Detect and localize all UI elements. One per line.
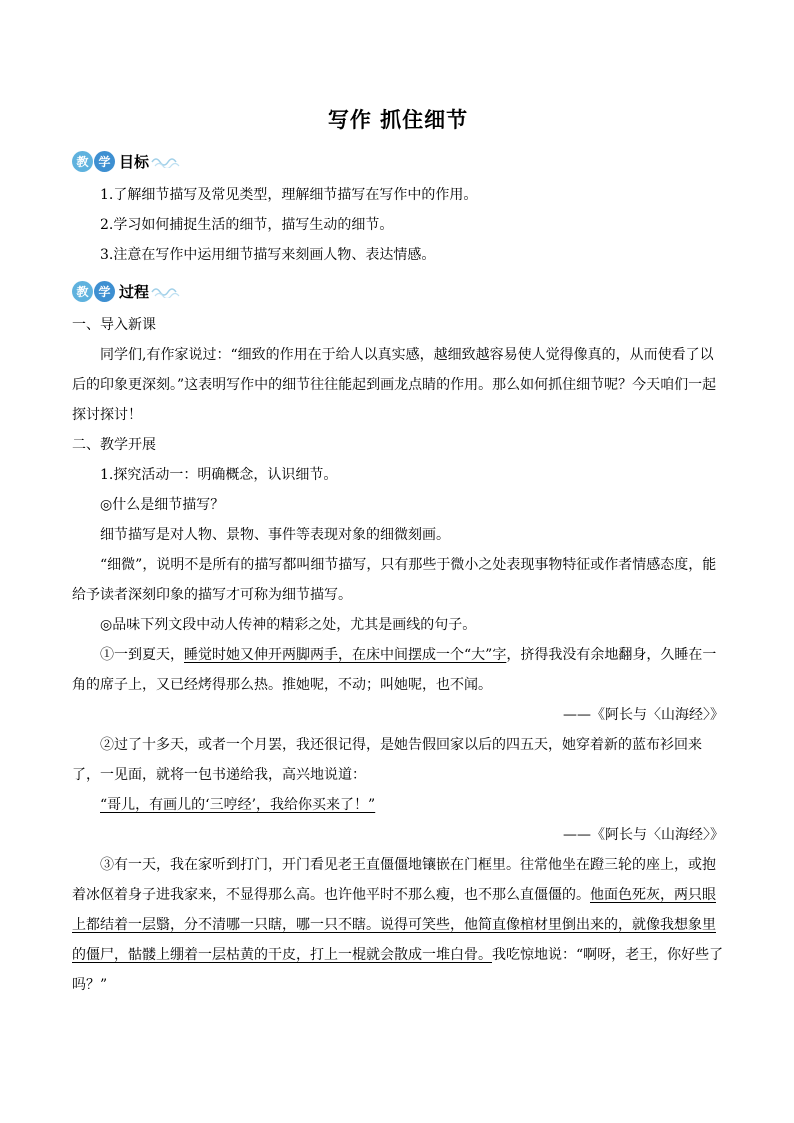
excerpt-2-source: ——《阿长与〈山海经〉》 — [563, 827, 724, 843]
excerpt-2-quote — [72, 790, 724, 820]
section-badge — [72, 151, 116, 172]
section-process-label: 过程 — [119, 282, 150, 301]
section-goals-label: 目标 — [119, 152, 150, 171]
part2-heading: 二、教学开展 — [72, 437, 156, 453]
explanation: “细微”，说明不是所有的描写都叫细节描写，只有那些于微小之处表现事物特征或作者情感态度，能给予读者深刻印象的描写才可称为细节描写。 — [72, 557, 717, 603]
definition: 细节描写是对人物、景物、事件等表现对象的细微刻画。 — [100, 527, 450, 543]
section-process-header — [72, 278, 724, 304]
document-page — [72, 96, 724, 1000]
part1-heading: 一、导入新课 — [72, 317, 156, 333]
excerpt-3-underlined: 他面色死灰，两只眼上都结着一层翳，分不清哪一只瞎，哪一只不瞎。说得可笑些，他简直像棺材里倒出来的，就像我想象里的僵尸，骷髅上绷着一层枯黄的干皮，打上一棍就会散成一堆白骨。 — [72, 887, 716, 963]
page-title: 写作 抓住细节 — [327, 108, 469, 132]
badge-char-1: 教 — [72, 151, 93, 172]
excerpt-2-quote-underlined: “哥儿，有画儿的‘三哼经’，我给你买来了！” — [100, 797, 376, 813]
excerpt-1-underlined: 睡觉时她又伸开两脚两手，在床中间摆成一个“大”字 — [184, 647, 507, 663]
excerpt-1-pre: ①一到夏天， — [100, 647, 184, 663]
question-1: ◎什么是细节描写？ — [100, 497, 225, 513]
activity-1: 1.探究活动一：明确概念，认识细节。 — [100, 467, 338, 483]
excerpt-1 — [72, 640, 724, 700]
badge-char-2: 学 — [94, 281, 115, 302]
wave-decoration-icon — [151, 154, 181, 168]
excerpt-3 — [72, 850, 724, 1000]
excerpt-2: ②过了十多天，或者一个月罢，我还很记得，是她告假回家以后的四五天，她穿着新的蓝布衫回来了，一见面，就将一包书递给我，高兴地说道： — [72, 737, 702, 783]
part1-paragraph: 同学们,有作家说过：“细致的作用在于给人以真实感，越细致越容易使人觉得像真的，从而使看了以后的印象更深刻。”这表明写作中的细节往往能起到画龙点睛的作用。那么如何抓住细节呢？今天咱们一起探讨探讨！ — [72, 347, 717, 423]
section-badge — [72, 281, 116, 302]
section-goals-header — [72, 148, 724, 174]
wave-decoration-icon — [151, 284, 181, 298]
question-2: ◎品味下列文段中动人传神的精彩之处，尤其是画线的句子。 — [100, 617, 477, 633]
excerpt-3-pre: ③有一天，我在家听到打门，开门看见老王直僵僵地镶嵌在门框里。往常他坐在蹬三轮的座上，或抱着冰伛着身子进我家来，不显得那么高。也许他平时不那么瘦，也不那么直僵僵的。 — [72, 857, 716, 903]
excerpt-1-source: ——《阿长与〈山海经〉》 — [563, 707, 724, 723]
excerpt-1-post: ，挤得我没有余地翻身，久睡在一角的席子上，又已经烤得那么热。推她呢，不动；叫她呢，也不闻。 — [72, 647, 717, 693]
badge-char-1: 教 — [72, 281, 93, 302]
badge-char-2: 学 — [94, 151, 115, 172]
excerpt-3-post: 我吃惊地说：“啊呀，老王，你好些了吗？” — [72, 947, 724, 993]
goal-item-1: 1.了解细节描写及常见类型，理解细节描写在写作中的作用。 — [100, 187, 478, 203]
goal-item-3: 3.注意在写作中运用细节描写来刻画人物、表达情感。 — [100, 247, 436, 263]
goal-item-2: 2.学习如何捕捉生活的细节，描写生动的细节。 — [100, 217, 394, 233]
